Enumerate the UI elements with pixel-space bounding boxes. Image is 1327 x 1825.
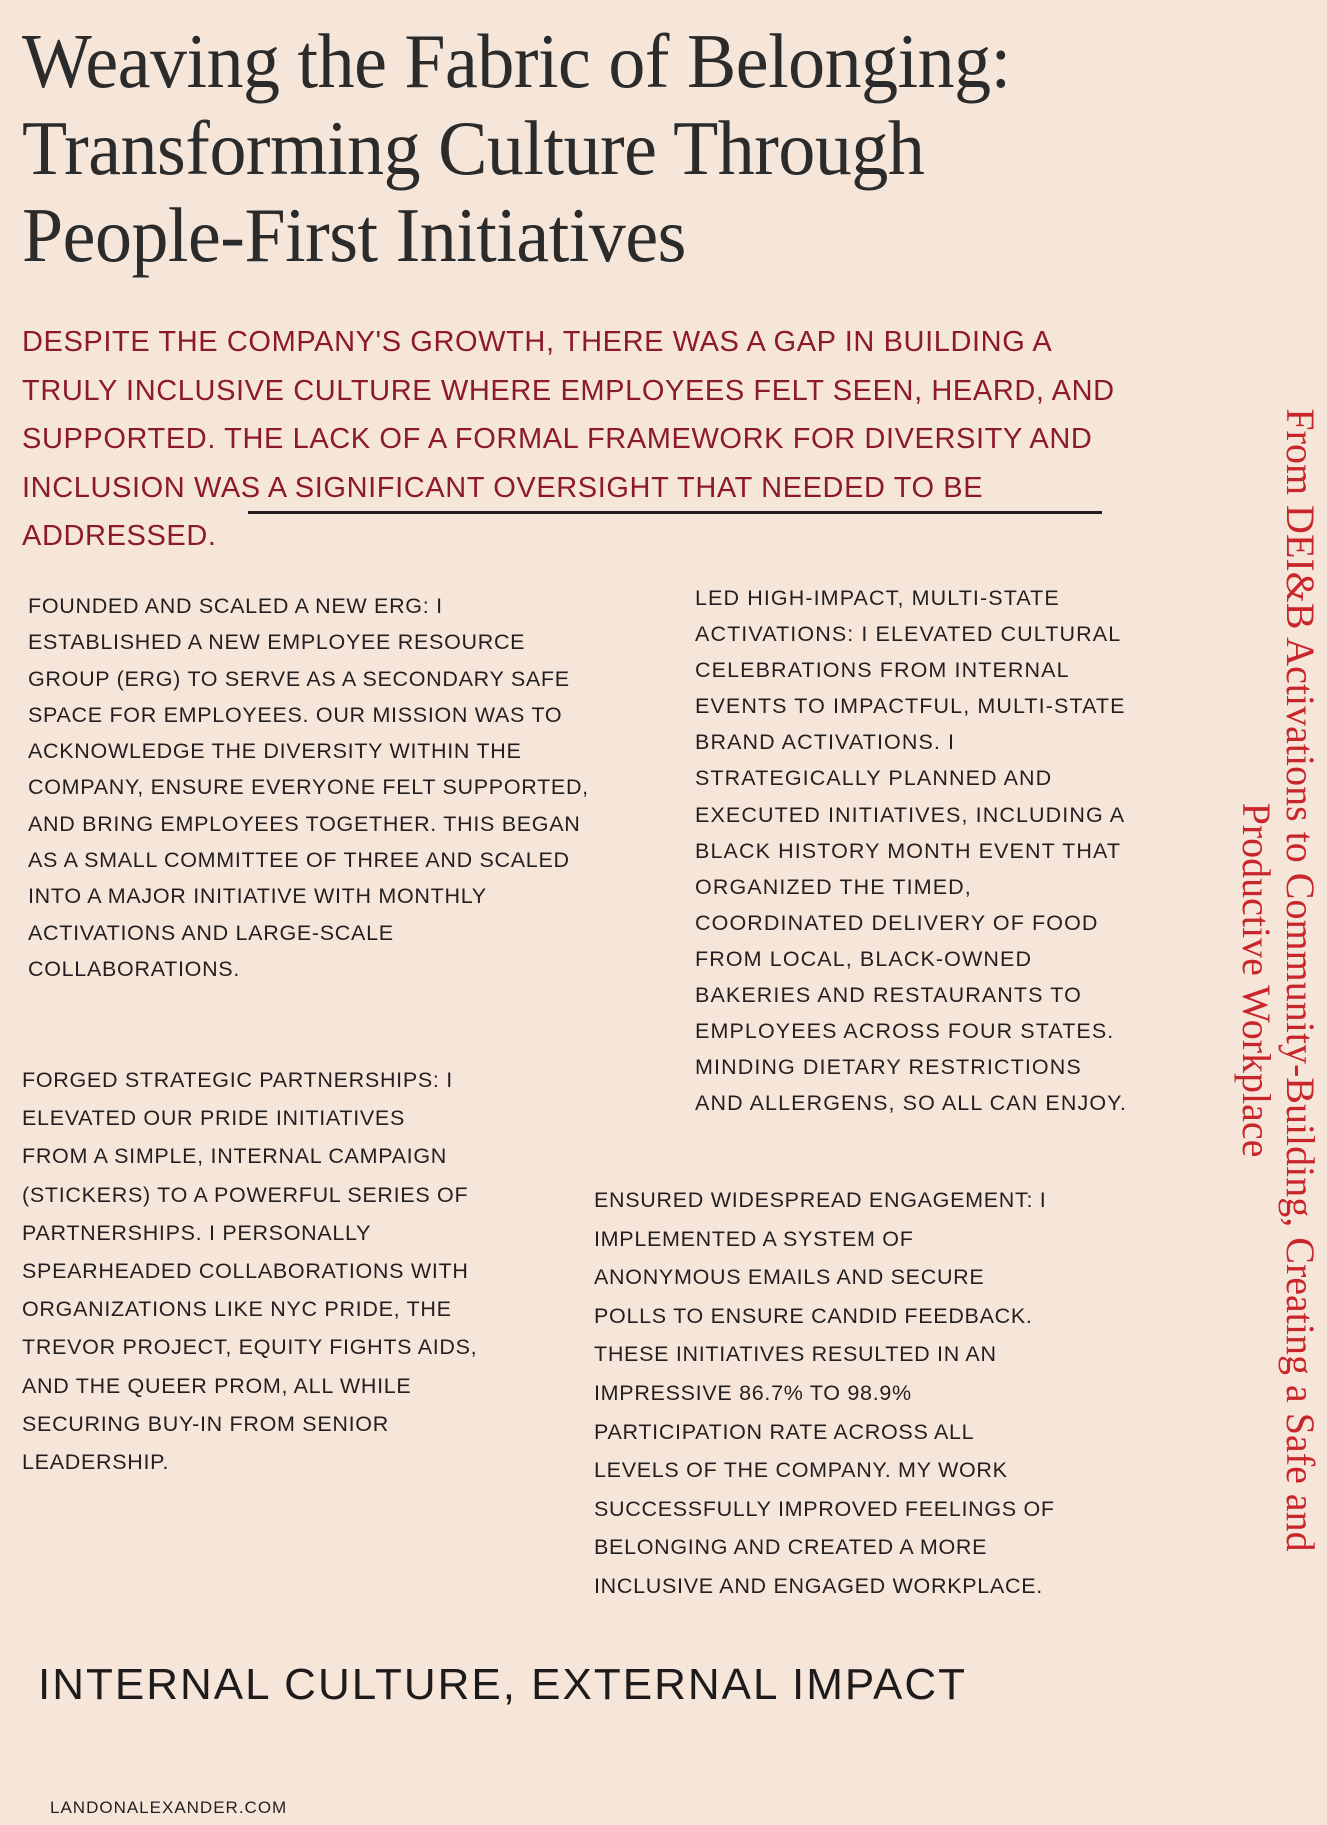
section-line: AND ALLERGENS, SO ALL CAN ENJOY. [695, 1091, 1127, 1116]
section-line: INTO A MAJOR INITIATIVE WITH MONTHLY [28, 884, 487, 909]
section-line: AND THE QUEER PROM, ALL WHILE [22, 1373, 412, 1398]
title-line: Transforming Culture Through [22, 105, 925, 191]
section-line: (STICKERS) TO A POWERFUL SERIES OF [22, 1182, 469, 1207]
section-erg [28, 588, 589, 987]
section-line: CELEBRATIONS FROM INTERNAL [695, 658, 1070, 683]
section-line: POLLS TO ENSURE CANDID FEEDBACK. [594, 1303, 1033, 1328]
section-line: ORGANIZATIONS LIKE NYC PRIDE, THE [22, 1297, 452, 1322]
section-line: AND BRING EMPLOYEES TOGETHER. THIS BEGAN [28, 811, 581, 836]
title-line: Weaving the Fabric of Belonging: [22, 18, 1011, 104]
page-title [22, 18, 1270, 279]
section-line: COORDINATED DELIVERY OF FOOD [695, 910, 1099, 935]
section-line: PARTNERSHIPS. I PERSONALLY [22, 1220, 372, 1245]
section-line: SPACE FOR EMPLOYEES. OUR MISSION WAS TO [28, 702, 563, 727]
section-line: THESE INITIATIVES RESULTED IN AN [594, 1342, 997, 1367]
section-line: EXECUTED INITIATIVES, INCLUDING A [695, 802, 1126, 827]
section-line: ACTIVATIONS: I ELEVATED CULTURAL [695, 622, 1122, 647]
divider-line [248, 511, 1102, 514]
intro-line: SUPPORTED. THE LACK OF A FORMAL FRAMEWORK FOR DIVERSITY AND [22, 423, 1093, 455]
section-line: FROM LOCAL, BLACK-OWNED [695, 946, 1033, 971]
section-line: FORGED STRATEGIC PARTNERSHIPS: I [22, 1068, 453, 1092]
intro-line: INCLUSION WAS A SIGNIFICANT OVERSIGHT THAT NEEDED TO BE [22, 471, 984, 504]
section-line: ACTIVATIONS AND LARGE-SCALE [28, 920, 394, 945]
intro-statement [22, 318, 1252, 561]
side-caption-line: From DEI&B Activations to Community-Building, Creating a Safe and [1278, 408, 1323, 1552]
section-line: LEADERSHIP. [22, 1450, 170, 1475]
side-caption [1234, 150, 1322, 1810]
section-line: BRAND ACTIVATIONS. I [695, 730, 956, 755]
section-line: GROUP (ERG) TO SERVE AS A SECONDARY SAFE [28, 666, 570, 691]
side-caption-line: Productive Workplace [1234, 802, 1279, 1158]
section-engagement [594, 1181, 1055, 1606]
section-line: FROM A SIMPLE, INTERNAL CAMPAIGN [22, 1144, 447, 1169]
section-line: PARTICIPATION RATE ACROSS ALL [594, 1419, 975, 1444]
intro-line: TRULY INCLUSIVE CULTURE WHERE EMPLOYEES FELT SEEN, HEARD, AND [22, 374, 1115, 407]
section-line: ENSURED WIDESPREAD ENGAGEMENT: I [594, 1188, 1047, 1212]
section-activations [695, 580, 1127, 1121]
section-line: FOUNDED AND SCALED A NEW ERG: I [28, 594, 443, 618]
section-line: SECURING BUY-IN FROM SENIOR [22, 1411, 389, 1436]
section-line: LEVELS OF THE COMPANY. MY WORK [594, 1458, 1008, 1483]
section-line: BAKERIES AND RESTAURANTS TO [695, 983, 1082, 1008]
section-line: EMPLOYEES ACROSS FOUR STATES. [695, 1019, 1115, 1044]
section-line: ESTABLISHED A NEW EMPLOYEE RESOURCE [28, 630, 526, 655]
section-line: INCLUSIVE AND ENGAGED WORKPLACE. [594, 1573, 1043, 1598]
section-line: STRATEGICALLY PLANNED AND [695, 766, 1053, 791]
section-line: SUCCESSFULLY IMPROVED FEELINGS OF [594, 1496, 1055, 1521]
title-line: People-First Initiatives [22, 192, 686, 278]
section-line: ELEVATED OUR PRIDE INITIATIVES [22, 1106, 405, 1131]
intro-line: ADDRESSED. [22, 520, 217, 552]
section-line: AS A SMALL COMMITTEE OF THREE AND SCALED [28, 848, 570, 873]
section-line: COLLABORATIONS. [28, 956, 241, 981]
intro-line: DESPITE THE COMPANY'S GROWTH, THERE WAS A GAP IN BUILDING A [22, 326, 1053, 358]
section-line: BLACK HISTORY MONTH EVENT THAT [695, 838, 1122, 863]
section-line: ACKNOWLEDGE THE DIVERSITY WITHIN THE [28, 739, 522, 764]
section-line: SPEARHEADED COLLABORATIONS WITH [22, 1259, 469, 1284]
section-line: BELONGING AND CREATED A MORE [594, 1535, 988, 1560]
website-link[interactable]: LANDONALEXANDER.COM [50, 1798, 288, 1817]
section-line: ORGANIZED THE TIMED, [695, 874, 972, 899]
section-partnerships [22, 1061, 477, 1481]
section-line: COMPANY, ENSURE EVERYONE FELT SUPPORTED, [28, 775, 589, 800]
section-line: IMPRESSIVE 86.7% TO 98.9% [594, 1380, 912, 1405]
tagline: INTERNAL CULTURE, EXTERNAL IMPACT [38, 1660, 968, 1709]
section-line: MINDING DIETARY RESTRICTIONS [695, 1055, 1082, 1080]
section-line: ANONYMOUS EMAILS AND SECURE [594, 1265, 985, 1290]
section-line: TREVOR PROJECT, EQUITY FIGHTS AIDS, [22, 1335, 478, 1360]
section-line: EVENTS TO IMPACTFUL, MULTI-STATE [695, 694, 1126, 719]
section-line: IMPLEMENTED A SYSTEM OF [594, 1226, 914, 1251]
section-line: LED HIGH-IMPACT, MULTI-STATE [695, 586, 1060, 610]
